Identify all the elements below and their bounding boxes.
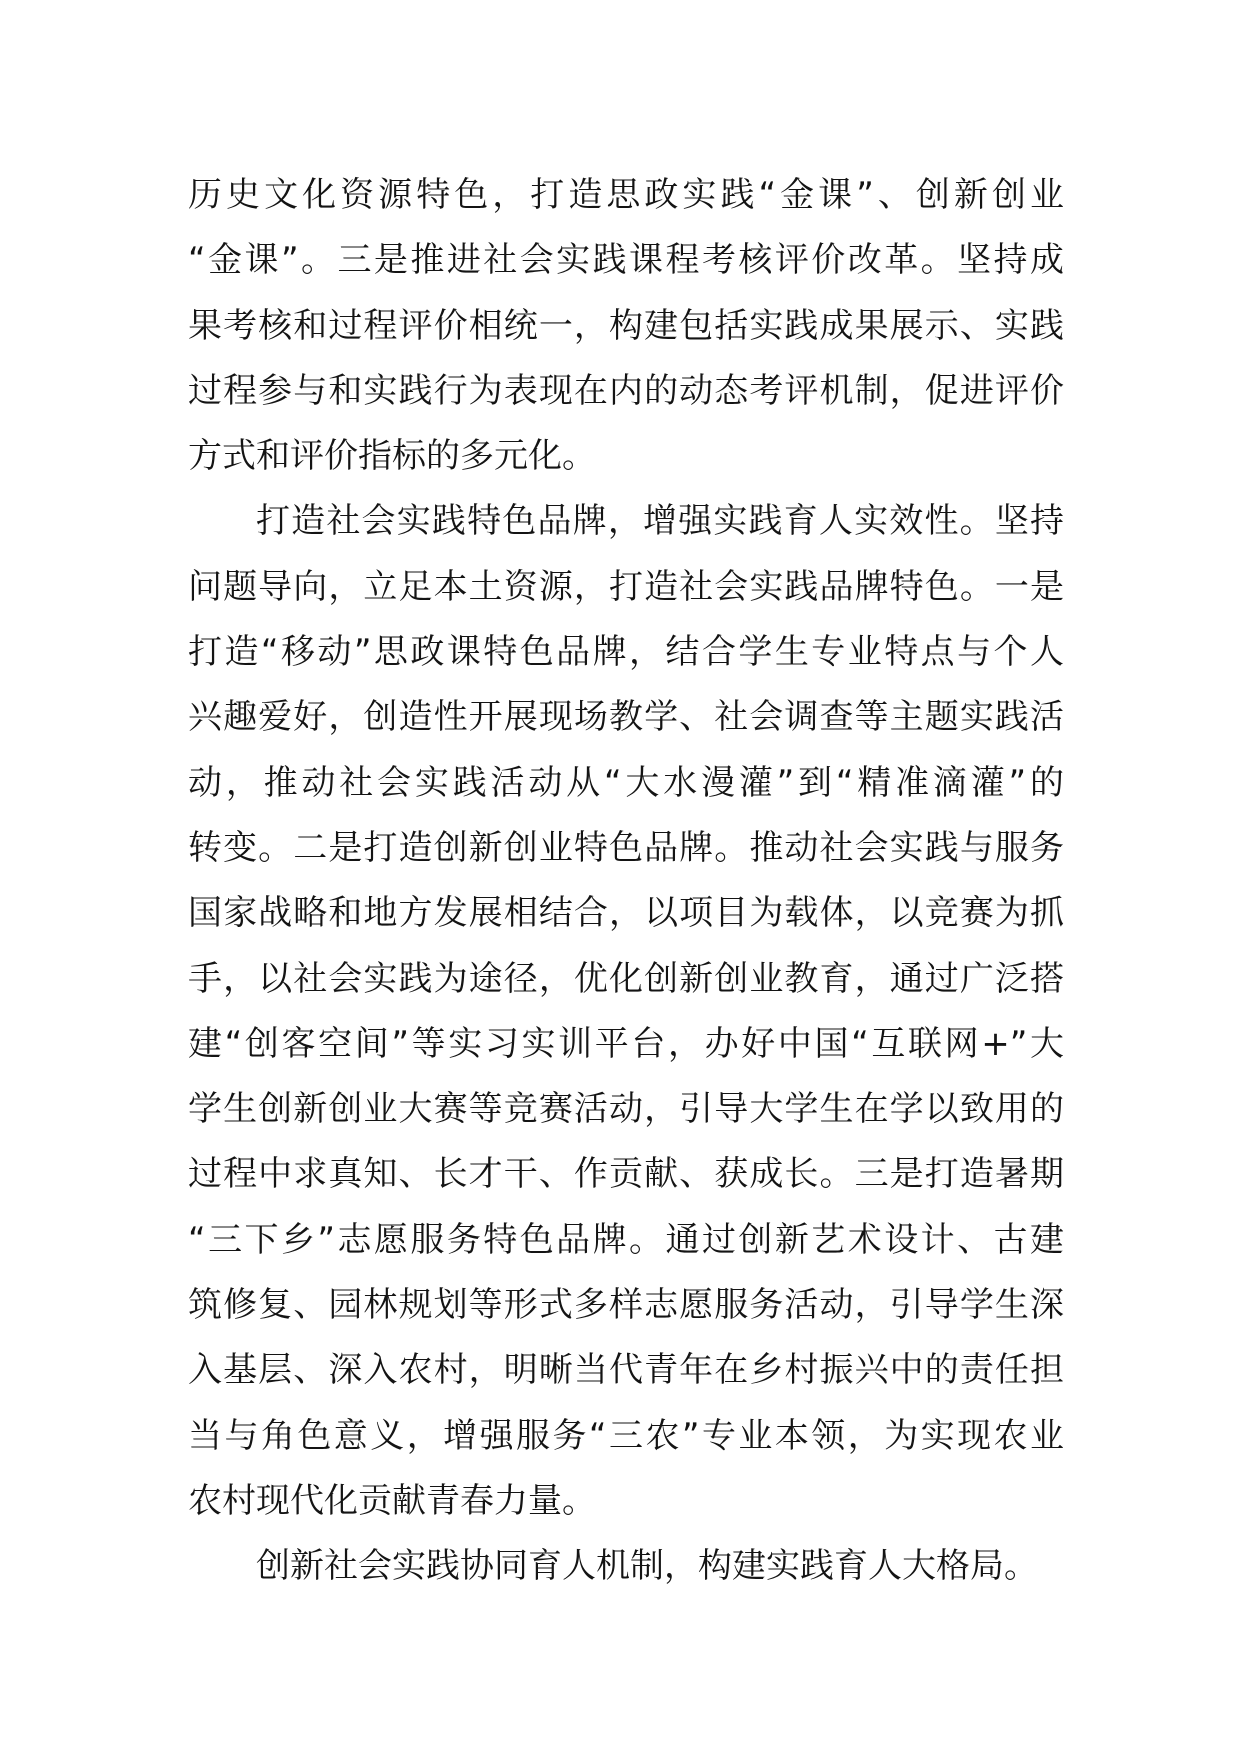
text-line: 建“创客空间”等实习实训平台，办好中国“互联网+”大 bbox=[188, 1023, 1064, 1064]
text-line: 转变。二是打造创新创业特色品牌。推动社会实践与服务 bbox=[188, 827, 1064, 868]
text-line: 学生创新创业大赛等竞赛活动，引导大学生在学以致用的 bbox=[188, 1089, 1064, 1130]
text-line: 历史文化资源特色，打造思政实践“金课”、创新创业 bbox=[188, 175, 1064, 215]
text-line: “金课”。三是推进社会实践课程考核评价改革。坚持成 bbox=[188, 240, 1064, 281]
text-line: 兴趣爱好，创造性开展现场教学、社会调查等主题实践活 bbox=[188, 697, 1064, 738]
text-line: 过程参与和实践行为表现在内的动态考评机制，促进评价 bbox=[188, 370, 1064, 411]
text-line: 过程中求真知、长才干、作贡献、获成长。三是打造暑期 bbox=[188, 1154, 1064, 1195]
text-line: “三下乡”志愿服务特色品牌。通过创新艺术设计、古建 bbox=[188, 1219, 1064, 1260]
text-line: 入基层、深入农村，明晰当代青年在乡村振兴中的责任担 bbox=[188, 1350, 1064, 1391]
paragraph-heading-line: 创新社会实践协同育人机制，构建实践育人大格局。 bbox=[256, 1546, 1038, 1587]
text-line: 动，推动社会实践活动从“大水漫灌”到“精准滴灌”的 bbox=[188, 762, 1064, 803]
text-line: 果考核和过程评价相统一，构建包括实践成果展示、实践 bbox=[188, 305, 1064, 346]
text-line: 筑修复、园林规划等形式多样志愿服务活动，引导学生深 bbox=[188, 1285, 1064, 1326]
text-line: 当与角色意义，增强服务“三农”专业本领，为实现农业 bbox=[188, 1415, 1064, 1456]
body-text bbox=[188, 163, 1064, 1600]
text-line: 国家战略和地方发展相结合，以项目为载体，以竞赛为抓 bbox=[188, 893, 1064, 934]
text-line: 方式和评价指标的多元化。 bbox=[188, 436, 596, 477]
paragraph-heading-line: 打造社会实践特色品牌，增强实践育人实效性。坚持 bbox=[256, 501, 1064, 542]
text-line: 农村现代化贡献青春力量。 bbox=[188, 1480, 596, 1521]
text-line: 问题导向，立足本土资源，打造社会实践品牌特色。一是 bbox=[188, 566, 1064, 607]
text-line: 打造“移动”思政课特色品牌，结合学生专业特点与个人 bbox=[188, 632, 1064, 673]
text-line: 手，以社会实践为途径，优化创新创业教育，通过广泛搭 bbox=[188, 958, 1064, 999]
